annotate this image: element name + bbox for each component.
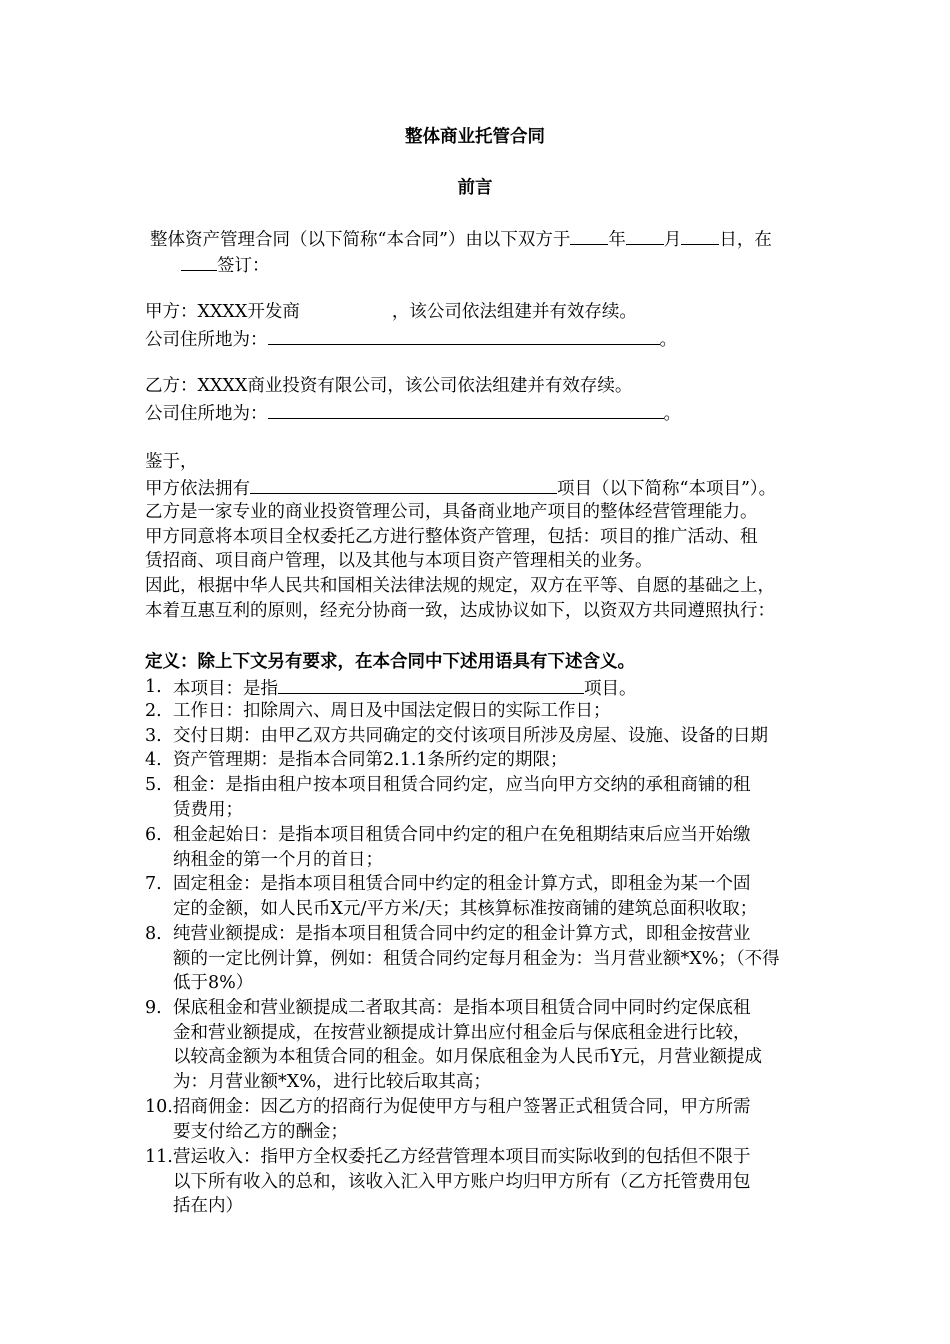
definition-text: 纳租金的第一个月的首日； [173,849,383,870]
whereas-p3-line1: 甲方同意将本项目全权委托乙方进行整体资产管理，包括：项目的推广活动、租 [145,527,758,547]
whereas-p1: 甲方依法拥有 项目（以下简称“本项目”）。 [145,475,776,499]
definition-text: 资产管理期：是指本合同第2.1.1条所约定的期限； [173,750,568,770]
whereas-heading: 鉴于， [145,452,198,472]
party-a-address-blank [268,326,660,345]
definition-item-7-line-1 [0,872,950,896]
party-a-address: 公司住所地为： 。 [145,326,677,350]
definition-item-6-line-2 [0,848,950,872]
definition-number: 6. [145,825,162,845]
definition-number: 3. [145,726,162,746]
definition-item-2-line-1 [0,699,950,723]
whereas-p4-line2: 本着互惠互利的原则，经充分协商一致，达成协议如下，以资双方共同遵照执行： [145,601,775,621]
definition-number: 10. [145,1097,173,1117]
party-b-address-blank [268,400,664,419]
intro-line-2: 签订： [181,252,270,276]
definition-text: 纯营业额提成：是指本项目租赁合同中约定的租金计算方式，即租金按营业 [173,924,751,944]
day-blank [681,226,719,245]
party-b-line: 乙方：XXXX商业投资有限公司，该公司依法组建并有效存续。 [145,376,633,396]
definition-number: 7. [145,874,162,894]
definition-text: 括在内） [173,1196,243,1217]
definition-item-11-line-3 [0,1194,950,1218]
definition-text: 交付日期：由甲乙双方共同确定的交付该项目所涉及房屋、设施、设备的日期 [173,726,768,746]
year-blank [570,226,608,245]
definition-item-8-line-3 [0,971,950,995]
definition-item-9-line-1 [0,996,950,1020]
definition-number: 11. [145,1147,173,1167]
definition-item-4-line-1 [0,748,950,772]
whereas-p4-line1: 因此，根据中华人民共和国相关法律法规的规定，双方在平等、自愿的基础之上， [145,576,775,596]
preface-heading: 前言 [457,178,493,198]
definition-number: 8. [145,924,162,944]
definition-text: 保底租金和营业额提成二者取其高：是指本项目租赁合同中同时约定保底租 [173,998,751,1018]
definition-item-7-line-2 [0,897,950,921]
definition-item-8-line-2 [0,947,950,971]
definition-text: 要支付给乙方的酬金； [173,1121,348,1142]
whereas-p3-line2: 赁招商、项目商户管理，以及其他与本项目资产管理相关的业务。 [145,551,653,571]
definition-item-3-line-1 [0,724,950,748]
definition-item-9-line-3 [0,1045,950,1069]
party-b-address: 公司住所地为： 。 [145,400,681,424]
definition-text: 以下所有收入的总和，该收入汇入甲方账户均归甲方所有（乙方托管费用包 [173,1171,751,1192]
definition-text: 租金起始日：是指本项目租赁合同中约定的租户在免租期结束后应当开始缴 [173,825,751,845]
project-name-blank [250,475,557,494]
definition-number: 2. [145,701,162,721]
definition-text: 工作日：扣除周六、周日及中国法定假日的实际工作日； [173,701,611,721]
definition-item-9-line-2 [0,1021,950,1045]
definition-item-11-line-1 [0,1145,950,1169]
whereas-p2: 乙方是一家专业的商业投资管理公司，具备商业地产项目的整体经营管理能力。 [145,502,758,522]
definition-item-5-line-1 [0,773,950,797]
definition-text: 为：月营业额*X%，进行比较后取其高； [173,1071,491,1092]
definition-text: 营运收入：指甲方全权委托乙方经营管理本项目而实际收到的包括但不限于 [173,1147,751,1167]
definition-text: 定的金额，如人民币X元/平方米/天；其核算标准按商铺的建筑总面积收取； [173,898,758,919]
definition-item-8-line-1 [0,922,950,946]
definition-item-9-line-4 [0,1070,950,1094]
place-blank [181,252,217,271]
month-blank [626,226,664,245]
definition-text: 赁费用； [173,799,243,820]
definition-item-10-line-2 [0,1120,950,1144]
definition-text: 低于8%） [173,973,254,994]
definition-item-10-line-1 [0,1095,950,1119]
definition-item-5-line-2 [0,798,950,822]
document-title: 整体商业托管合同 [405,127,545,147]
definition-text: 金和营业额提成，在按营业额提成计算出应付租金后与保底租金进行比较， [173,1022,751,1043]
intro-line-1: 整体资产管理合同（以下简称“本合同”）由以下双方于 年 月 日，在 [150,226,772,250]
definition-text: 招商佣金：因乙方的招商行为促使甲方与租户签署正式租赁合同，甲方所需 [173,1097,751,1117]
definition-number: 5. [145,775,162,795]
definition-text: 额的一定比例计算，例如：租赁合同约定每月租金为：当月营业额*X%；（不得 [173,948,780,969]
definition-item-1: 1. 本项目：是指 项目。 [145,677,637,699]
definition-text: 以较高金额为本租赁合同的租金。如月保底租金为人民币Y元，月营业额提成 [173,1047,763,1068]
definition-number: 4. [145,750,162,770]
definition-item-6-line-1 [0,823,950,847]
definition-item-11-line-2 [0,1170,950,1194]
definition-number: 9. [145,998,162,1018]
definition-text: 租金：是指由租户按本项目租赁合同约定，应当向甲方交纳的承租商铺的租 [173,775,751,795]
party-a-line: 甲方：XXXX开发商 ，该公司依法组建并有效存续。 [145,302,637,322]
definition-text: 固定租金：是指本项目租赁合同中约定的租金计算方式，即租金为某一个固 [173,874,751,894]
item1-project-blank [278,675,584,694]
definitions-heading: 定义：除上下文另有要求，在本合同中下述用语具有下述含义。 [145,652,635,672]
